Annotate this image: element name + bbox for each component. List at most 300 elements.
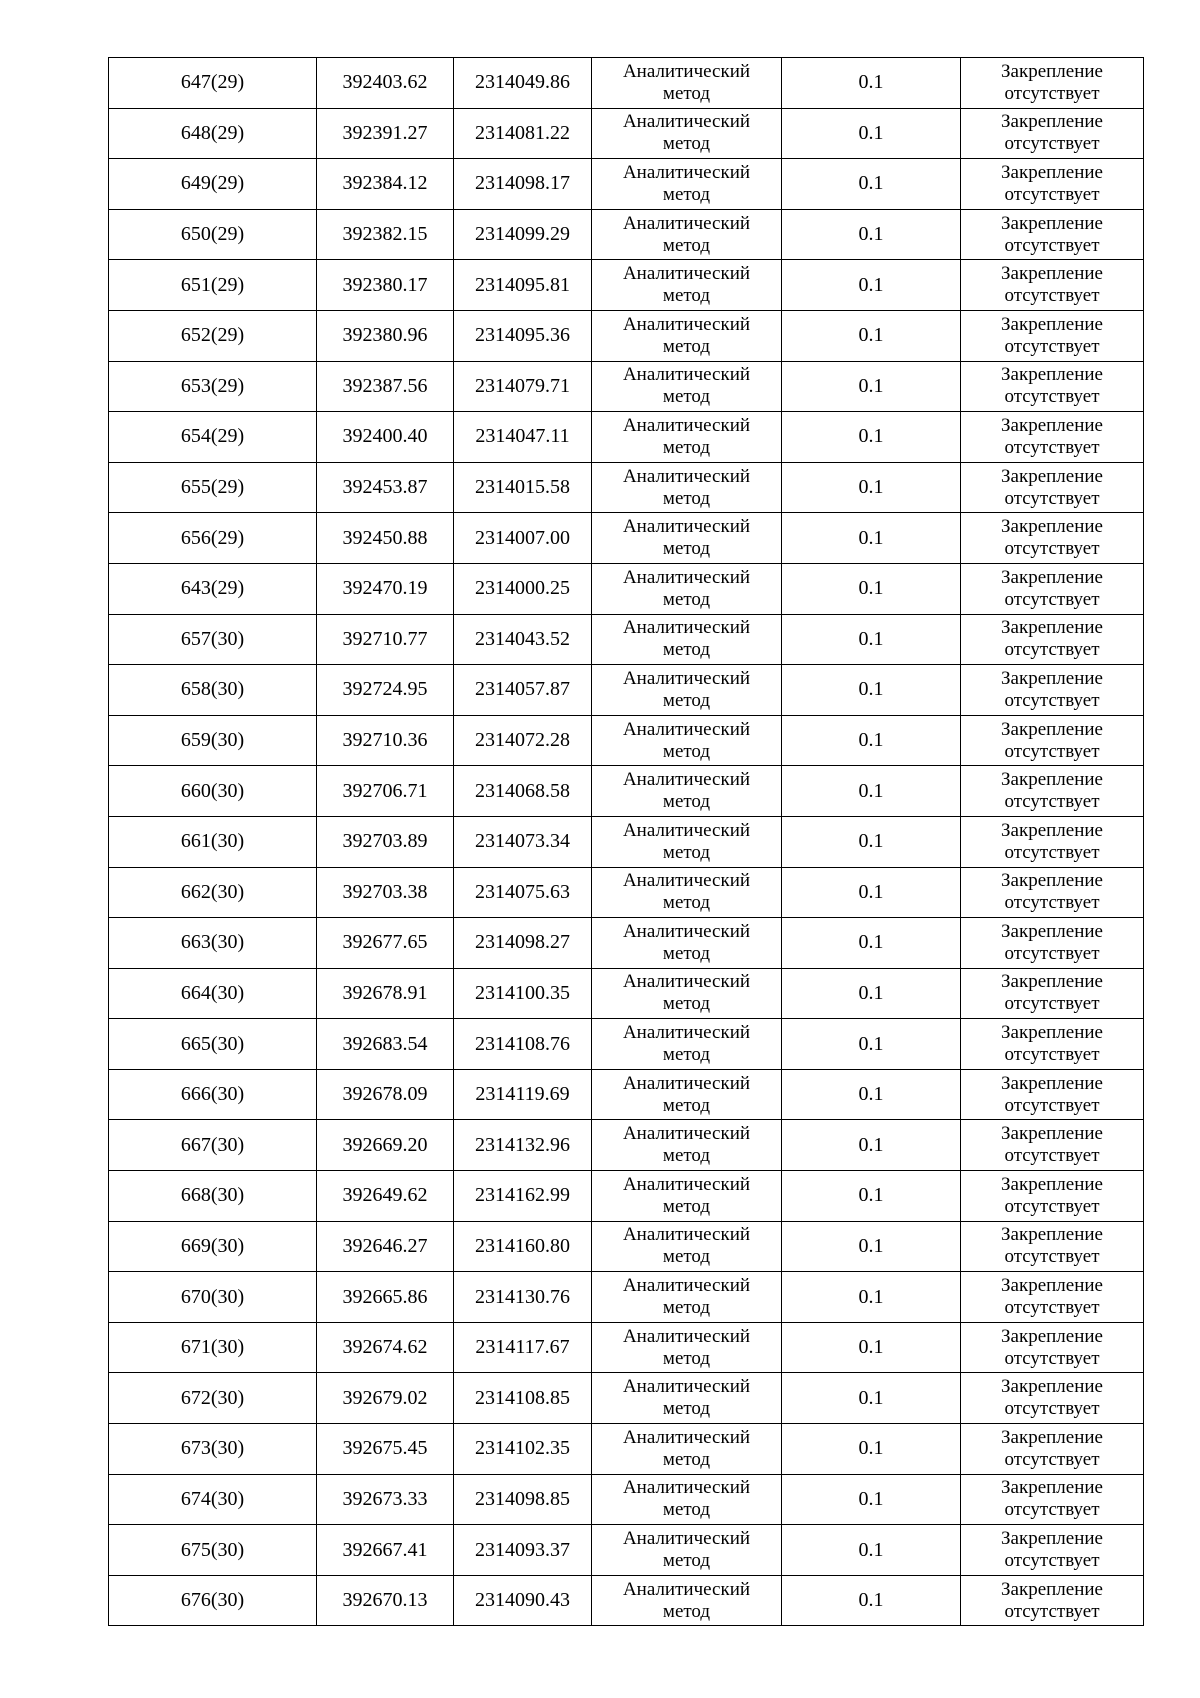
fixing-cell xyxy=(961,665,1144,716)
method-line: метод xyxy=(662,1499,711,1521)
method-cell xyxy=(592,1373,782,1424)
fixing-line: Закрепление xyxy=(1001,263,1103,285)
x-coordinate-cell: 392387.56 xyxy=(317,361,454,412)
accuracy-cell: 0.1 xyxy=(782,1069,961,1120)
point-number-cell: 672(30) xyxy=(109,1373,317,1424)
fixing-line: отсутствует xyxy=(1004,841,1100,863)
y-coordinate-cell: 2314073.34 xyxy=(454,816,592,867)
y-coordinate-cell: 2314099.29 xyxy=(454,209,592,260)
fixing-line: отсутствует xyxy=(1004,386,1100,408)
method-line: Аналитический xyxy=(622,263,751,285)
y-coordinate-cell: 2314100.35 xyxy=(454,968,592,1019)
fixing-line: Закрепление xyxy=(1001,971,1103,993)
method-line: метод xyxy=(662,1044,711,1066)
fixing-line: отсутствует xyxy=(1004,1195,1100,1217)
method-cell xyxy=(592,766,782,817)
method-line: Аналитический xyxy=(622,465,751,487)
point-number-cell: 654(29) xyxy=(109,412,317,463)
method-cell xyxy=(592,260,782,311)
fixing-line: Закрепление xyxy=(1001,718,1103,740)
method-line: Аналитический xyxy=(622,1072,751,1094)
fixing-cell xyxy=(961,766,1144,817)
table-row xyxy=(109,614,1144,665)
x-coordinate-cell: 392382.15 xyxy=(317,209,454,260)
fixing-cell xyxy=(961,1019,1144,1070)
fixing-line: отсутствует xyxy=(1004,689,1100,711)
table-row xyxy=(109,159,1144,210)
x-coordinate-cell: 392667.41 xyxy=(317,1525,454,1576)
fixing-line: отсутствует xyxy=(1004,133,1100,155)
method-line: метод xyxy=(662,487,711,509)
accuracy-cell: 0.1 xyxy=(782,1424,961,1475)
y-coordinate-cell: 2314075.63 xyxy=(454,867,592,918)
method-line: метод xyxy=(662,740,711,762)
fixing-line: отсутствует xyxy=(1004,285,1100,307)
table-row xyxy=(109,1019,1144,1070)
method-line: Аналитический xyxy=(622,971,751,993)
fixing-line: Закрепление xyxy=(1001,769,1103,791)
x-coordinate-cell: 392403.62 xyxy=(317,58,454,109)
fixing-cell xyxy=(961,918,1144,969)
method-line: Аналитический xyxy=(622,111,751,133)
fixing-line: отсутствует xyxy=(1004,740,1100,762)
point-number-cell: 664(30) xyxy=(109,968,317,1019)
table-row xyxy=(109,563,1144,614)
method-line: метод xyxy=(662,1094,711,1116)
table-row xyxy=(109,867,1144,918)
method-cell xyxy=(592,462,782,513)
method-line: метод xyxy=(662,639,711,661)
method-line: метод xyxy=(662,1347,711,1369)
method-cell xyxy=(592,1424,782,1475)
point-number-cell: 661(30) xyxy=(109,816,317,867)
method-line: Аналитический xyxy=(622,920,751,942)
point-number-cell: 666(30) xyxy=(109,1069,317,1120)
table-row xyxy=(109,1322,1144,1373)
method-line: метод xyxy=(662,1297,711,1319)
y-coordinate-cell: 2314132.96 xyxy=(454,1120,592,1171)
point-number-cell: 656(29) xyxy=(109,513,317,564)
point-number-cell: 665(30) xyxy=(109,1019,317,1070)
method-cell xyxy=(592,816,782,867)
table-row xyxy=(109,58,1144,109)
fixing-line: отсутствует xyxy=(1004,588,1100,610)
method-cell xyxy=(592,918,782,969)
method-line: Аналитический xyxy=(622,1022,751,1044)
fixing-line: отсутствует xyxy=(1004,993,1100,1015)
fixing-line: Закрепление xyxy=(1001,1376,1103,1398)
table-row xyxy=(109,1424,1144,1475)
method-cell xyxy=(592,58,782,109)
method-line: метод xyxy=(662,1600,711,1622)
fixing-line: отсутствует xyxy=(1004,1094,1100,1116)
fixing-line: отсутствует xyxy=(1004,1550,1100,1572)
method-line: Аналитический xyxy=(622,1325,751,1347)
accuracy-cell: 0.1 xyxy=(782,159,961,210)
method-line: метод xyxy=(662,1398,711,1420)
table-row xyxy=(109,1069,1144,1120)
accuracy-cell: 0.1 xyxy=(782,1474,961,1525)
y-coordinate-cell: 2314108.76 xyxy=(454,1019,592,1070)
point-number-cell: 647(29) xyxy=(109,58,317,109)
table-row xyxy=(109,1525,1144,1576)
fixing-line: отсутствует xyxy=(1004,183,1100,205)
x-coordinate-cell: 392670.13 xyxy=(317,1575,454,1626)
accuracy-cell: 0.1 xyxy=(782,209,961,260)
fixing-line: Закрепление xyxy=(1001,667,1103,689)
accuracy-cell: 0.1 xyxy=(782,462,961,513)
method-cell xyxy=(592,1120,782,1171)
y-coordinate-cell: 2314079.71 xyxy=(454,361,592,412)
table-row xyxy=(109,968,1144,1019)
x-coordinate-cell: 392703.89 xyxy=(317,816,454,867)
fixing-line: отсутствует xyxy=(1004,1600,1100,1622)
fixing-line: Закрепление xyxy=(1001,516,1103,538)
table-row xyxy=(109,1120,1144,1171)
table-row xyxy=(109,310,1144,361)
method-line: метод xyxy=(662,82,711,104)
fixing-line: отсутствует xyxy=(1004,1499,1100,1521)
accuracy-cell: 0.1 xyxy=(782,1575,961,1626)
x-coordinate-cell: 392391.27 xyxy=(317,108,454,159)
method-line: Аналитический xyxy=(622,769,751,791)
accuracy-cell: 0.1 xyxy=(782,614,961,665)
point-number-cell: 673(30) xyxy=(109,1424,317,1475)
fixing-line: отсутствует xyxy=(1004,234,1100,256)
accuracy-cell: 0.1 xyxy=(782,260,961,311)
method-line: Аналитический xyxy=(622,161,751,183)
fixing-line: Закрепление xyxy=(1001,465,1103,487)
fixing-line: Закрепление xyxy=(1001,60,1103,82)
table-row xyxy=(109,209,1144,260)
x-coordinate-cell: 392678.09 xyxy=(317,1069,454,1120)
point-number-cell: 659(30) xyxy=(109,715,317,766)
method-line: метод xyxy=(662,841,711,863)
x-coordinate-cell: 392683.54 xyxy=(317,1019,454,1070)
accuracy-cell: 0.1 xyxy=(782,918,961,969)
x-coordinate-cell: 392679.02 xyxy=(317,1373,454,1424)
point-number-cell: 660(30) xyxy=(109,766,317,817)
fixing-cell xyxy=(961,1373,1144,1424)
table-row xyxy=(109,1373,1144,1424)
y-coordinate-cell: 2314108.85 xyxy=(454,1373,592,1424)
method-line: Аналитический xyxy=(622,516,751,538)
method-line: Аналитический xyxy=(622,1173,751,1195)
y-coordinate-cell: 2314090.43 xyxy=(454,1575,592,1626)
point-number-cell: 671(30) xyxy=(109,1322,317,1373)
method-line: Аналитический xyxy=(622,60,751,82)
method-line: Аналитический xyxy=(622,1578,751,1600)
coordinates-table-body xyxy=(109,58,1144,1626)
fixing-line: отсутствует xyxy=(1004,1145,1100,1167)
method-cell xyxy=(592,1575,782,1626)
fixing-line: отсутствует xyxy=(1004,1398,1100,1420)
x-coordinate-cell: 392703.38 xyxy=(317,867,454,918)
x-coordinate-cell: 392665.86 xyxy=(317,1272,454,1323)
fixing-line: отсутствует xyxy=(1004,538,1100,560)
method-line: Аналитический xyxy=(622,414,751,436)
fixing-cell xyxy=(961,816,1144,867)
fixing-cell xyxy=(961,614,1144,665)
method-line: Аналитический xyxy=(622,617,751,639)
y-coordinate-cell: 2314015.58 xyxy=(454,462,592,513)
accuracy-cell: 0.1 xyxy=(782,513,961,564)
method-cell xyxy=(592,1069,782,1120)
table-row xyxy=(109,715,1144,766)
method-line: Аналитический xyxy=(622,718,751,740)
accuracy-cell: 0.1 xyxy=(782,108,961,159)
point-number-cell: 658(30) xyxy=(109,665,317,716)
fixing-cell xyxy=(961,58,1144,109)
fixing-line: Закрепление xyxy=(1001,161,1103,183)
method-cell xyxy=(592,614,782,665)
method-cell xyxy=(592,563,782,614)
fixing-line: Закрепление xyxy=(1001,1477,1103,1499)
coordinates-table xyxy=(108,57,1144,1626)
point-number-cell: 653(29) xyxy=(109,361,317,412)
method-cell xyxy=(592,1474,782,1525)
fixing-line: отсутствует xyxy=(1004,1347,1100,1369)
fixing-line: Закрепление xyxy=(1001,1173,1103,1195)
x-coordinate-cell: 392400.40 xyxy=(317,412,454,463)
method-cell xyxy=(592,361,782,412)
y-coordinate-cell: 2314130.76 xyxy=(454,1272,592,1323)
point-number-cell: 662(30) xyxy=(109,867,317,918)
y-coordinate-cell: 2314098.27 xyxy=(454,918,592,969)
fixing-line: Закрепление xyxy=(1001,1072,1103,1094)
table-row xyxy=(109,462,1144,513)
accuracy-cell: 0.1 xyxy=(782,715,961,766)
method-line: метод xyxy=(662,942,711,964)
fixing-line: отсутствует xyxy=(1004,1448,1100,1470)
method-line: Аналитический xyxy=(622,1426,751,1448)
fixing-cell xyxy=(961,1120,1144,1171)
point-number-cell: 652(29) xyxy=(109,310,317,361)
method-line: метод xyxy=(662,791,711,813)
fixing-cell xyxy=(961,1424,1144,1475)
x-coordinate-cell: 392646.27 xyxy=(317,1221,454,1272)
fixing-cell xyxy=(961,361,1144,412)
point-number-cell: 670(30) xyxy=(109,1272,317,1323)
table-row xyxy=(109,513,1144,564)
accuracy-cell: 0.1 xyxy=(782,766,961,817)
point-number-cell: 649(29) xyxy=(109,159,317,210)
accuracy-cell: 0.1 xyxy=(782,310,961,361)
x-coordinate-cell: 392380.17 xyxy=(317,260,454,311)
method-line: метод xyxy=(662,386,711,408)
fixing-cell xyxy=(961,209,1144,260)
method-cell xyxy=(592,310,782,361)
y-coordinate-cell: 2314068.58 xyxy=(454,766,592,817)
point-number-cell: 669(30) xyxy=(109,1221,317,1272)
method-line: метод xyxy=(662,689,711,711)
y-coordinate-cell: 2314098.85 xyxy=(454,1474,592,1525)
accuracy-cell: 0.1 xyxy=(782,816,961,867)
x-coordinate-cell: 392450.88 xyxy=(317,513,454,564)
method-line: метод xyxy=(662,892,711,914)
accuracy-cell: 0.1 xyxy=(782,1221,961,1272)
accuracy-cell: 0.1 xyxy=(782,867,961,918)
method-line: Аналитический xyxy=(622,667,751,689)
fixing-cell xyxy=(961,513,1144,564)
fixing-cell xyxy=(961,867,1144,918)
method-line: Аналитический xyxy=(622,566,751,588)
fixing-line: Закрепление xyxy=(1001,414,1103,436)
x-coordinate-cell: 392453.87 xyxy=(317,462,454,513)
table-row xyxy=(109,665,1144,716)
fixing-cell xyxy=(961,260,1144,311)
method-line: Аналитический xyxy=(622,1123,751,1145)
fixing-line: Закрепление xyxy=(1001,1224,1103,1246)
method-line: метод xyxy=(662,234,711,256)
method-line: Аналитический xyxy=(622,313,751,335)
y-coordinate-cell: 2314160.80 xyxy=(454,1221,592,1272)
fixing-line: Закрепление xyxy=(1001,870,1103,892)
y-coordinate-cell: 2314102.35 xyxy=(454,1424,592,1475)
x-coordinate-cell: 392649.62 xyxy=(317,1171,454,1222)
x-coordinate-cell: 392724.95 xyxy=(317,665,454,716)
fixing-line: Закрепление xyxy=(1001,1123,1103,1145)
table-row xyxy=(109,108,1144,159)
fixing-line: Закрепление xyxy=(1001,111,1103,133)
method-cell xyxy=(592,1221,782,1272)
method-line: метод xyxy=(662,133,711,155)
y-coordinate-cell: 2314095.36 xyxy=(454,310,592,361)
method-line: метод xyxy=(662,183,711,205)
x-coordinate-cell: 392710.36 xyxy=(317,715,454,766)
fixing-line: Закрепление xyxy=(1001,1022,1103,1044)
method-line: метод xyxy=(662,1195,711,1217)
fixing-line: Закрепление xyxy=(1001,1578,1103,1600)
y-coordinate-cell: 2314117.67 xyxy=(454,1322,592,1373)
y-coordinate-cell: 2314047.11 xyxy=(454,412,592,463)
fixing-cell xyxy=(961,1474,1144,1525)
fixing-line: Закрепление xyxy=(1001,920,1103,942)
method-line: метод xyxy=(662,538,711,560)
fixing-line: Закрепление xyxy=(1001,1426,1103,1448)
fixing-line: Закрепление xyxy=(1001,617,1103,639)
accuracy-cell: 0.1 xyxy=(782,665,961,716)
fixing-line: Закрепление xyxy=(1001,566,1103,588)
fixing-line: отсутствует xyxy=(1004,892,1100,914)
point-number-cell: 675(30) xyxy=(109,1525,317,1576)
method-cell xyxy=(592,1171,782,1222)
point-number-cell: 650(29) xyxy=(109,209,317,260)
method-cell xyxy=(592,209,782,260)
method-line: метод xyxy=(662,1448,711,1470)
fixing-line: отсутствует xyxy=(1004,82,1100,104)
point-number-cell: 655(29) xyxy=(109,462,317,513)
method-cell xyxy=(592,1322,782,1373)
method-line: Аналитический xyxy=(622,1376,751,1398)
point-number-cell: 657(30) xyxy=(109,614,317,665)
fixing-cell xyxy=(961,1069,1144,1120)
method-cell xyxy=(592,1525,782,1576)
table-row xyxy=(109,260,1144,311)
point-number-cell: 668(30) xyxy=(109,1171,317,1222)
method-cell xyxy=(592,1272,782,1323)
method-line: Аналитический xyxy=(622,819,751,841)
accuracy-cell: 0.1 xyxy=(782,968,961,1019)
y-coordinate-cell: 2314000.25 xyxy=(454,563,592,614)
fixing-cell xyxy=(961,310,1144,361)
x-coordinate-cell: 392678.91 xyxy=(317,968,454,1019)
x-coordinate-cell: 392674.62 xyxy=(317,1322,454,1373)
fixing-line: Закрепление xyxy=(1001,1528,1103,1550)
y-coordinate-cell: 2314007.00 xyxy=(454,513,592,564)
method-cell xyxy=(592,867,782,918)
method-line: метод xyxy=(662,588,711,610)
point-number-cell: 674(30) xyxy=(109,1474,317,1525)
fixing-cell xyxy=(961,412,1144,463)
fixing-cell xyxy=(961,1171,1144,1222)
method-cell xyxy=(592,715,782,766)
method-line: Аналитический xyxy=(622,1275,751,1297)
fixing-line: Закрепление xyxy=(1001,819,1103,841)
accuracy-cell: 0.1 xyxy=(782,1019,961,1070)
x-coordinate-cell: 392380.96 xyxy=(317,310,454,361)
x-coordinate-cell: 392710.77 xyxy=(317,614,454,665)
table-row xyxy=(109,1221,1144,1272)
fixing-cell xyxy=(961,1272,1144,1323)
fixing-line: Закрепление xyxy=(1001,1275,1103,1297)
y-coordinate-cell: 2314093.37 xyxy=(454,1525,592,1576)
accuracy-cell: 0.1 xyxy=(782,1171,961,1222)
y-coordinate-cell: 2314043.52 xyxy=(454,614,592,665)
fixing-line: Закрепление xyxy=(1001,212,1103,234)
y-coordinate-cell: 2314057.87 xyxy=(454,665,592,716)
y-coordinate-cell: 2314072.28 xyxy=(454,715,592,766)
fixing-cell xyxy=(961,715,1144,766)
accuracy-cell: 0.1 xyxy=(782,361,961,412)
fixing-line: отсутствует xyxy=(1004,1297,1100,1319)
fixing-line: отсутствует xyxy=(1004,1044,1100,1066)
fixing-line: Закрепление xyxy=(1001,364,1103,386)
fixing-line: отсутствует xyxy=(1004,942,1100,964)
fixing-cell xyxy=(961,563,1144,614)
method-line: метод xyxy=(662,436,711,458)
accuracy-cell: 0.1 xyxy=(782,1373,961,1424)
method-cell xyxy=(592,968,782,1019)
method-cell xyxy=(592,412,782,463)
y-coordinate-cell: 2314095.81 xyxy=(454,260,592,311)
y-coordinate-cell: 2314049.86 xyxy=(454,58,592,109)
table-row xyxy=(109,1171,1144,1222)
accuracy-cell: 0.1 xyxy=(782,1322,961,1373)
fixing-line: отсутствует xyxy=(1004,487,1100,509)
fixing-line: Закрепление xyxy=(1001,313,1103,335)
method-line: Аналитический xyxy=(622,364,751,386)
table-row xyxy=(109,1474,1144,1525)
fixing-cell xyxy=(961,108,1144,159)
x-coordinate-cell: 392669.20 xyxy=(317,1120,454,1171)
fixing-line: отсутствует xyxy=(1004,639,1100,661)
x-coordinate-cell: 392706.71 xyxy=(317,766,454,817)
method-line: метод xyxy=(662,993,711,1015)
method-line: метод xyxy=(662,1550,711,1572)
method-cell xyxy=(592,513,782,564)
x-coordinate-cell: 392675.45 xyxy=(317,1424,454,1475)
method-line: Аналитический xyxy=(622,1528,751,1550)
table-row xyxy=(109,766,1144,817)
y-coordinate-cell: 2314119.69 xyxy=(454,1069,592,1120)
x-coordinate-cell: 392470.19 xyxy=(317,563,454,614)
fixing-line: Закрепление xyxy=(1001,1325,1103,1347)
point-number-cell: 643(29) xyxy=(109,563,317,614)
point-number-cell: 651(29) xyxy=(109,260,317,311)
table-row xyxy=(109,361,1144,412)
method-line: Аналитический xyxy=(622,870,751,892)
